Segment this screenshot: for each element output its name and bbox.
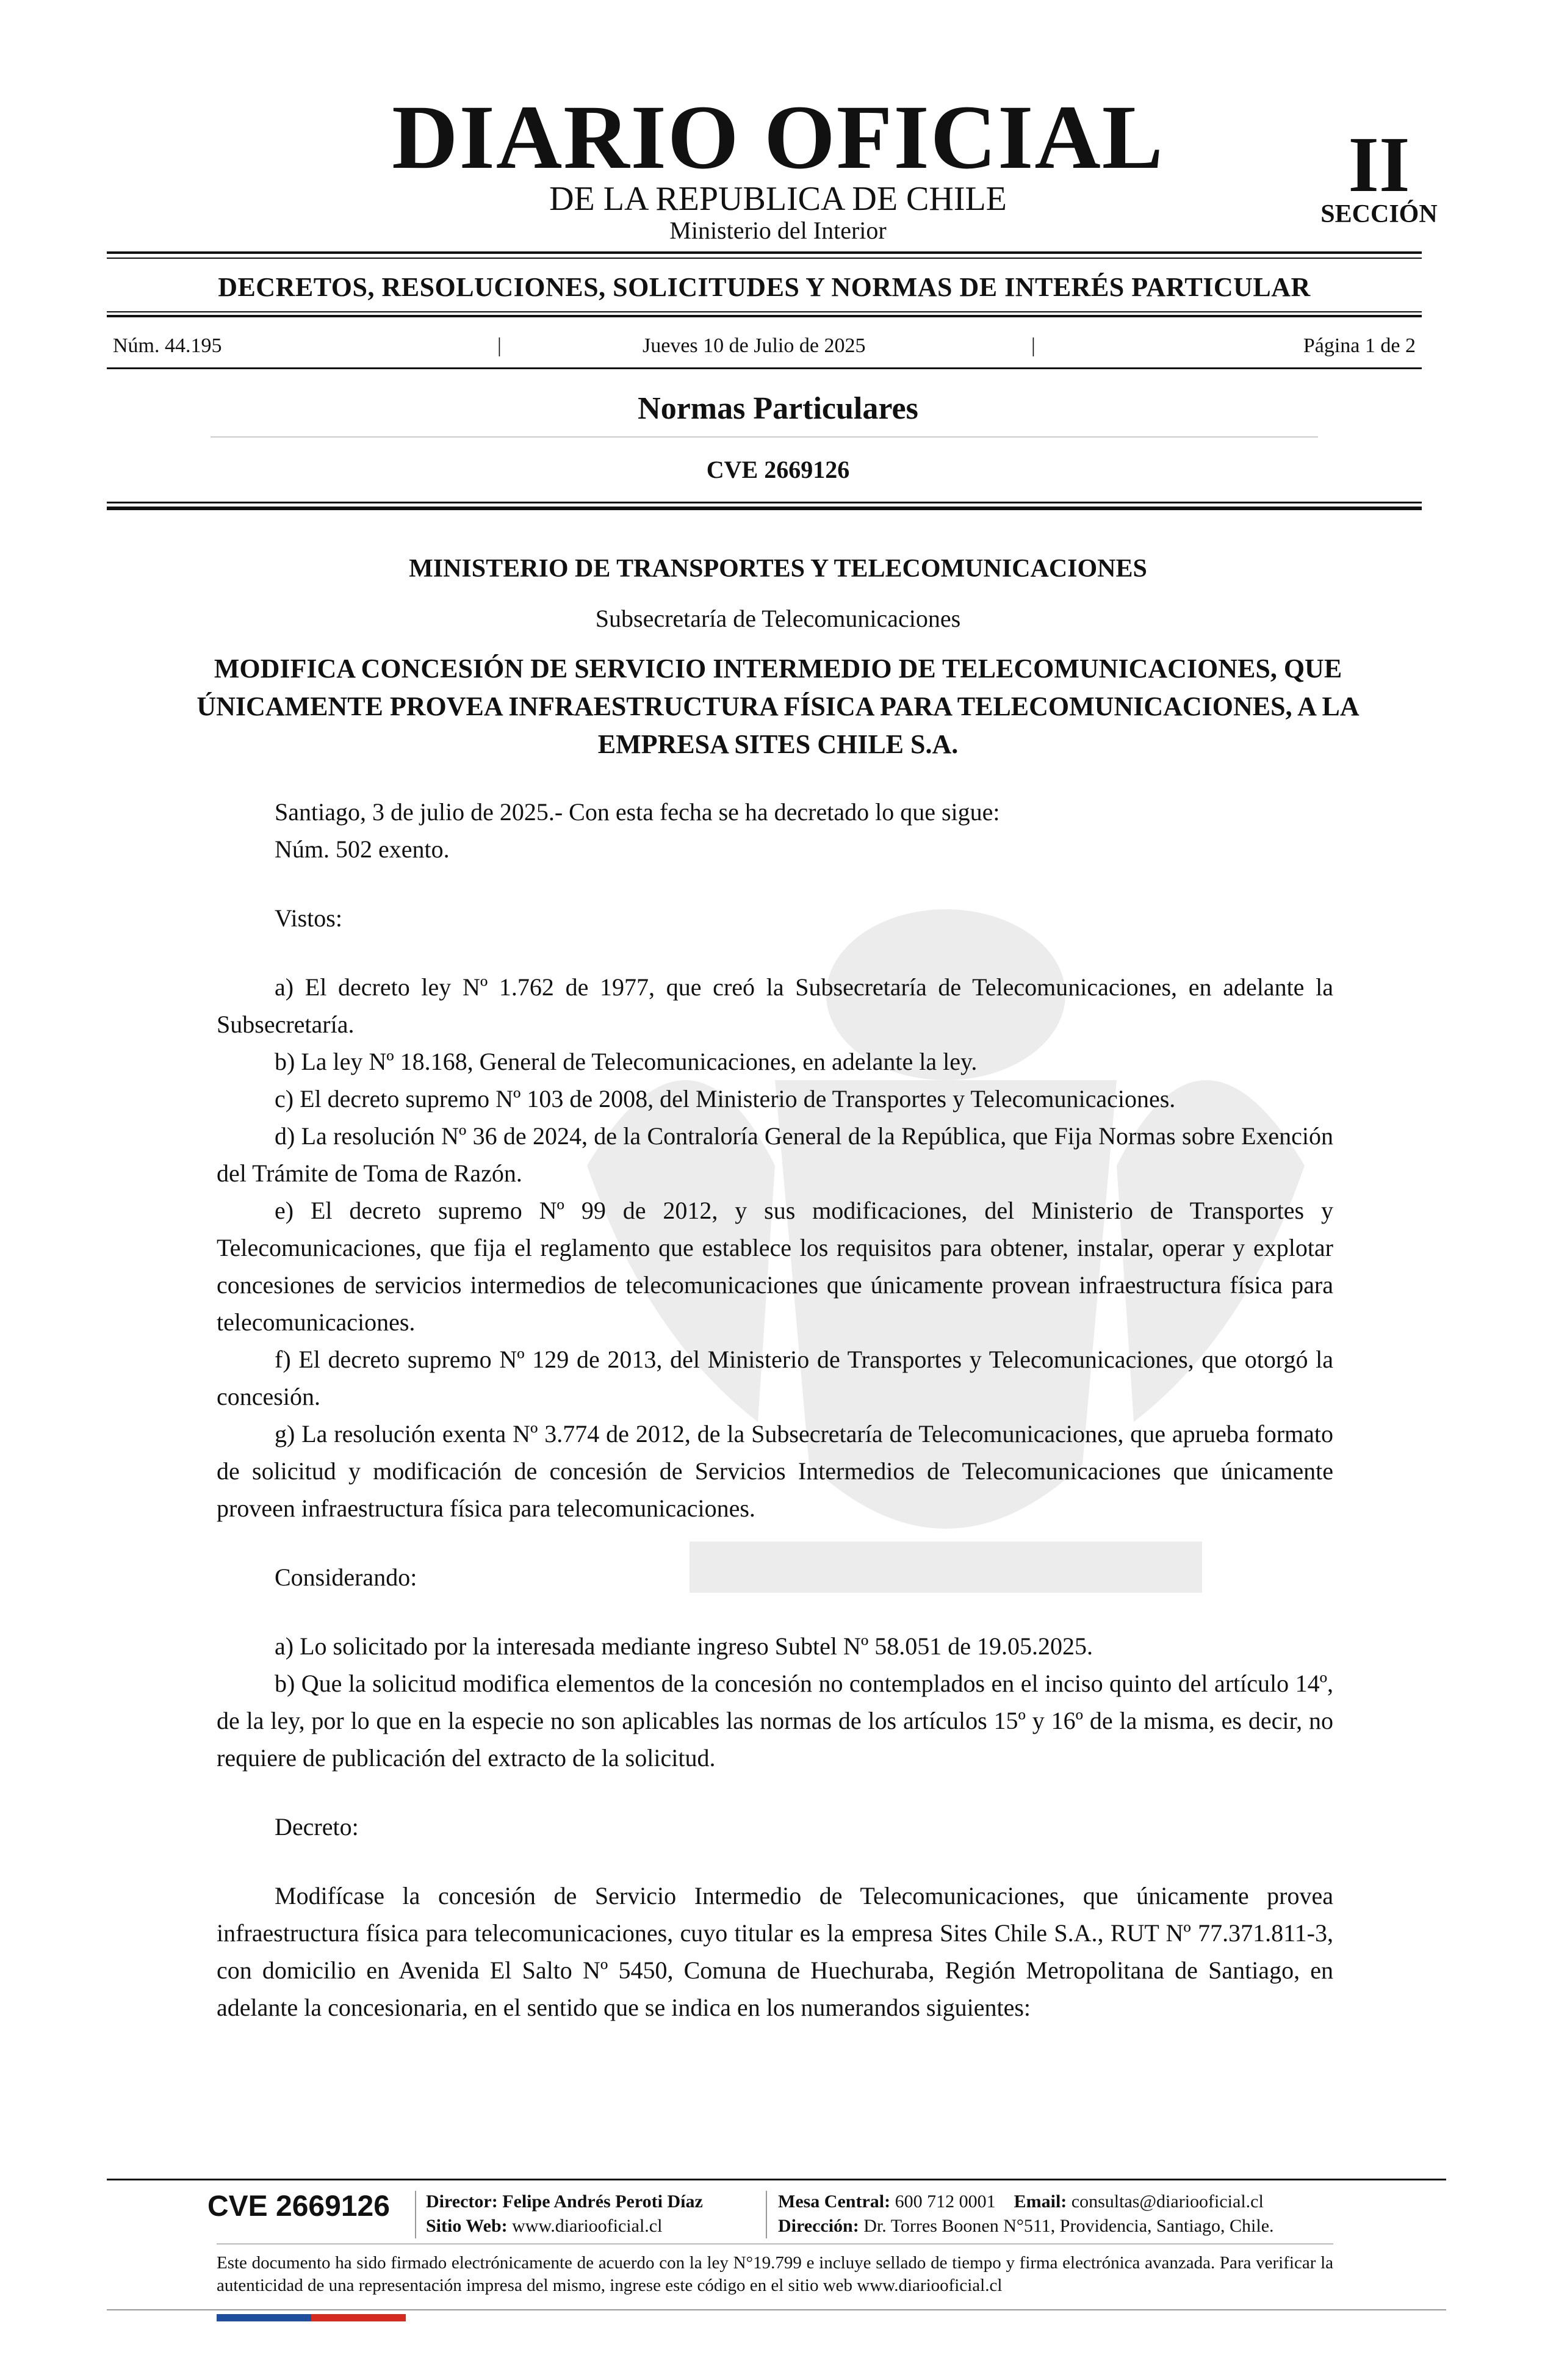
vistos-heading: Vistos: bbox=[275, 904, 342, 932]
issue-number: Núm. 44.195 bbox=[113, 334, 222, 357]
masthead-ministry: Ministerio del Interior bbox=[669, 217, 887, 244]
header-divider-thick bbox=[107, 507, 1422, 510]
section-label: SECCIÓN bbox=[1320, 200, 1438, 228]
subsecretaria: Subsecretaría de Telecomunicaciones bbox=[595, 605, 961, 632]
masthead-divider-thin bbox=[107, 258, 1422, 259]
band-title: DECRETOS, RESOLUCIONES, SOLICITUDES Y NORMAS DE INTERÉS PARTICULAR bbox=[218, 272, 1311, 302]
vistos-item: d) La resolución Nº 36 de 2024, de la Contraloría General de la República, que Fija Normas sobre Exención del Trámite de Toma de Razón. bbox=[217, 1122, 1333, 1187]
issue-date: Jueves 10 de Julio de 2025 bbox=[643, 334, 866, 357]
address: Dr. Torres Boonen N°511, Providencia, Santiago, Chile. bbox=[863, 2216, 1274, 2236]
vistos-item: c) El decreto supremo Nº 103 de 2008, del Ministerio de Transportes y Telecomunicaciones. bbox=[275, 1085, 1176, 1112]
masthead-title: DIARIO OFICIAL bbox=[392, 87, 1164, 188]
intro-line: Santiago, 3 de julio de 2025.- Con esta fecha se ha decretado lo que sigue: bbox=[275, 798, 1000, 826]
footer-contact-block bbox=[778, 2190, 1274, 2238]
footer-director-block bbox=[426, 2190, 703, 2238]
director-label: Director: bbox=[426, 2191, 498, 2212]
footer-divider bbox=[107, 2179, 1446, 2180]
footer-separator bbox=[766, 2191, 767, 2238]
ministry-heading: MINISTERIO DE TRANSPORTES Y TELECOMUNICACIONES bbox=[409, 555, 1147, 583]
considerando-item: a) Lo solicitado por la interesada mediante ingreso Subtel Nº 58.051 de 19.05.2025. bbox=[275, 1632, 1093, 1660]
considerando-item: b) Que la solicitud modifica elementos de la concesión no contemplados en el inciso quinto del artículo 14º, de la ley, por lo que en la especie no son aplicables las normas de los artículos 15º y 16º de la misma, es decir, no requiere de publicación del extracto de la solicitud. bbox=[217, 1670, 1333, 1772]
director-name: Felipe Andrés Peroti Díaz bbox=[502, 2191, 703, 2212]
web-label: Sitio Web: bbox=[426, 2216, 508, 2236]
footer-note-divider bbox=[217, 2243, 1333, 2245]
email-link[interactable]: consultas@diariooficial.cl bbox=[1071, 2191, 1264, 2212]
considerando-heading: Considerando: bbox=[275, 1563, 417, 1591]
band-divider bbox=[107, 315, 1422, 317]
decreto-text: Modifícase la concesión de Servicio Intermedio de Telecomunicaciones, que únicamente provea infraestructura física para telecomunicaciones, cuyo titular es la empresa Sites Chile S.A., RUT Nº 77.371.811-3, con domicilio en Avenida El Salto Nº 5450, Comuna de Huechuraba, Región Metropolitana de Santiago, en adelante la concesionaria, en el sentido que se indica en los numerandos siguientes: bbox=[217, 1882, 1333, 2021]
flag-bar-red bbox=[311, 2314, 406, 2321]
vistos-item: a) El decreto ley Nº 1.762 de 1977, que creó la Subsecretaría de Telecomunicaciones, en adelante la Subsecretaría. bbox=[217, 973, 1333, 1038]
decree-body bbox=[217, 793, 1333, 2026]
vistos-item: g) La resolución exenta Nº 3.774 de 2012, de la Subsecretaría de Telecomunicaciones, que aprueba formato de solicitud y modificación de concesión de Servicios Intermedios de Telecomunicaciones que únicamente proveen infraestructura física para telecomunicaciones. bbox=[217, 1420, 1333, 1522]
web-link[interactable]: www.diariooficial.cl bbox=[512, 2216, 663, 2236]
section-title-underline bbox=[211, 436, 1318, 438]
decreto-heading: Decreto: bbox=[275, 1813, 359, 1841]
intro-number: Núm. 502 exento. bbox=[275, 835, 450, 863]
section-number: II bbox=[1348, 121, 1410, 209]
mesa-phone: 600 712 0001 bbox=[895, 2191, 996, 2212]
section-title: Normas Particulares bbox=[638, 391, 918, 426]
vistos-item: b) La ley Nº 18.168, General de Telecomunicaciones, en adelante la ley. bbox=[275, 1048, 978, 1075]
footer-note: Este documento ha sido firmado electrónicamente de acuerdo con la ley N°19.799 e incluye sellado de tiempo y firma electrónica avanzada. Para verificar la autenticidad de una representación impresa del mismo, ingrese este código en el sitio web www.diariooficial.cl bbox=[217, 2253, 1333, 2295]
separator: | bbox=[497, 334, 502, 357]
mesa-label: Mesa Central: bbox=[778, 2191, 891, 2212]
decree-title: MODIFICA CONCESIÓN DE SERVICIO INTERMEDIO DE TELECOMUNICACIONES, QUE ÚNICAMENTE PROVEA INFRAESTRUCTURA FÍSICA PARA TELECOMUNICACIONES, A LA EMPRESA SITES CHILE S.A. bbox=[196, 654, 1360, 759]
address-label: Dirección: bbox=[778, 2216, 859, 2236]
band-divider-top bbox=[107, 311, 1422, 312]
masthead-subtitle: DE LA REPUBLICA DE CHILE bbox=[549, 180, 1007, 218]
vistos-item: e) El decreto supremo Nº 99 de 2012, y sus modificaciones, del Ministerio de Transportes y Telecomunicaciones, que fija el reglamento que establece los requisitos para obtener, instalar, operar y explotar concesiones de servicios intermedios de telecomunicaciones que únicamente provean infraestructura física para telecomunicaciones. bbox=[217, 1197, 1333, 1336]
vistos-item: f) El decreto supremo Nº 129 de 2013, del Ministerio de Transportes y Telecomunicaciones, que otorgó la concesión. bbox=[217, 1346, 1333, 1410]
footer-cve: CVE 2669126 bbox=[207, 2190, 390, 2223]
cve-code: CVE 2669126 bbox=[706, 456, 850, 483]
email-label: Email: bbox=[1014, 2191, 1067, 2212]
issue-info-row bbox=[113, 334, 1416, 359]
info-divider bbox=[107, 367, 1422, 369]
separator: | bbox=[1031, 334, 1036, 357]
footer-bottom-divider bbox=[107, 2309, 1446, 2310]
footer-separator bbox=[415, 2191, 416, 2238]
flag-bar-blue bbox=[217, 2314, 311, 2321]
page-indicator: Página 1 de 2 bbox=[1303, 334, 1416, 357]
header-divider-thin bbox=[107, 502, 1422, 503]
masthead-divider bbox=[107, 251, 1422, 254]
